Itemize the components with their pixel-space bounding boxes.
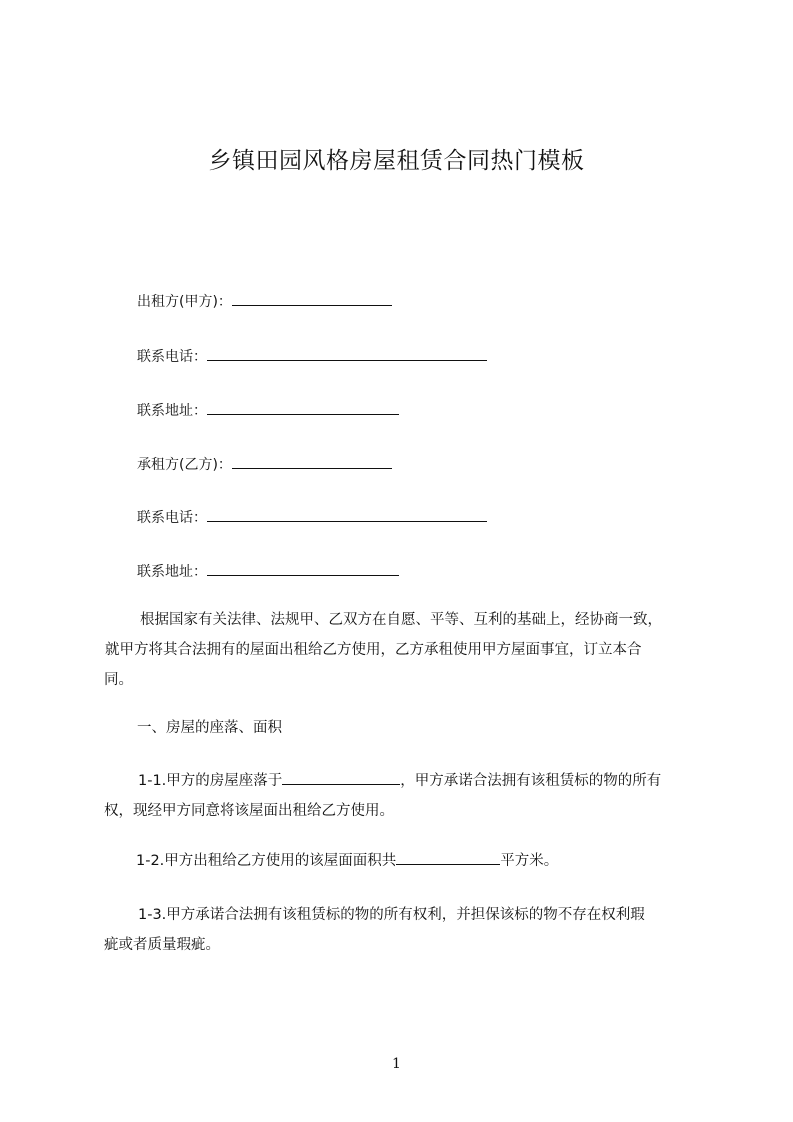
clause-1-3-line-2: 疵或者质量瑕疵。 [104,937,220,953]
lessee-field [137,453,392,475]
preamble-line-1: 根据国家有关法律、法规甲、乙双方在自愿、平等、互利的基础上，经协商一致， [140,612,662,628]
preamble-paragraph [104,605,711,695]
lessor-phone-field [137,345,487,367]
lessee-phone-label: 联系电话： [137,510,207,526]
lessee-address-blank[interactable] [207,560,399,576]
lessee-address-field [137,560,399,582]
lessor-phone-blank[interactable] [207,345,487,361]
clause-1-1-line-2: 权，现经甲方同意将该屋面出租给乙方使用。 [104,803,394,819]
lessee-label: 承租方(乙方)： [137,457,232,473]
lessor-label: 出租方(甲方)： [137,294,232,310]
lessee-phone-field [137,506,487,528]
lessor-blank[interactable] [232,290,392,306]
clause-1-3-line-1: 1-3.甲方承诺合法拥有该租赁标的物的所有权利，并担保该标的物不存在权利瑕 [138,907,645,923]
clause-1-3 [104,900,711,960]
lessor-address-blank[interactable] [207,399,399,415]
lessee-address-label: 联系地址： [137,564,207,580]
preamble-line-2: 就甲方将其合法拥有的屋面出租给乙方使用，乙方承租使用甲方屋面事宜，订立本合 [105,642,642,658]
lessor-phone-label: 联系电话： [137,349,207,365]
section-1-heading: 一、房屋的座落、面积 [137,720,282,736]
page-number: 1 [392,1056,401,1072]
clause-1-2 [104,846,711,876]
location-blank[interactable] [282,769,400,785]
lessor-address-label: 联系地址： [137,403,207,419]
document-title: 乡镇田园风格房屋租赁合同热门模板 [208,148,585,174]
clause-1-2-line-1: 1-2.甲方出租给乙方使用的该屋面面积共 平方米。 [104,846,711,876]
preamble-line-3: 同。 [104,672,133,688]
lessee-blank[interactable] [232,453,392,469]
clause-1-1-line-1: 1-1.甲方的房屋座落于 ，甲方承诺合法拥有该租赁标的物的所有 [104,766,711,796]
lessee-phone-blank[interactable] [207,506,487,522]
area-blank[interactable] [396,849,500,865]
lessor-address-field [137,399,399,421]
clause-1-1 [104,766,711,826]
lessor-field [137,290,392,312]
